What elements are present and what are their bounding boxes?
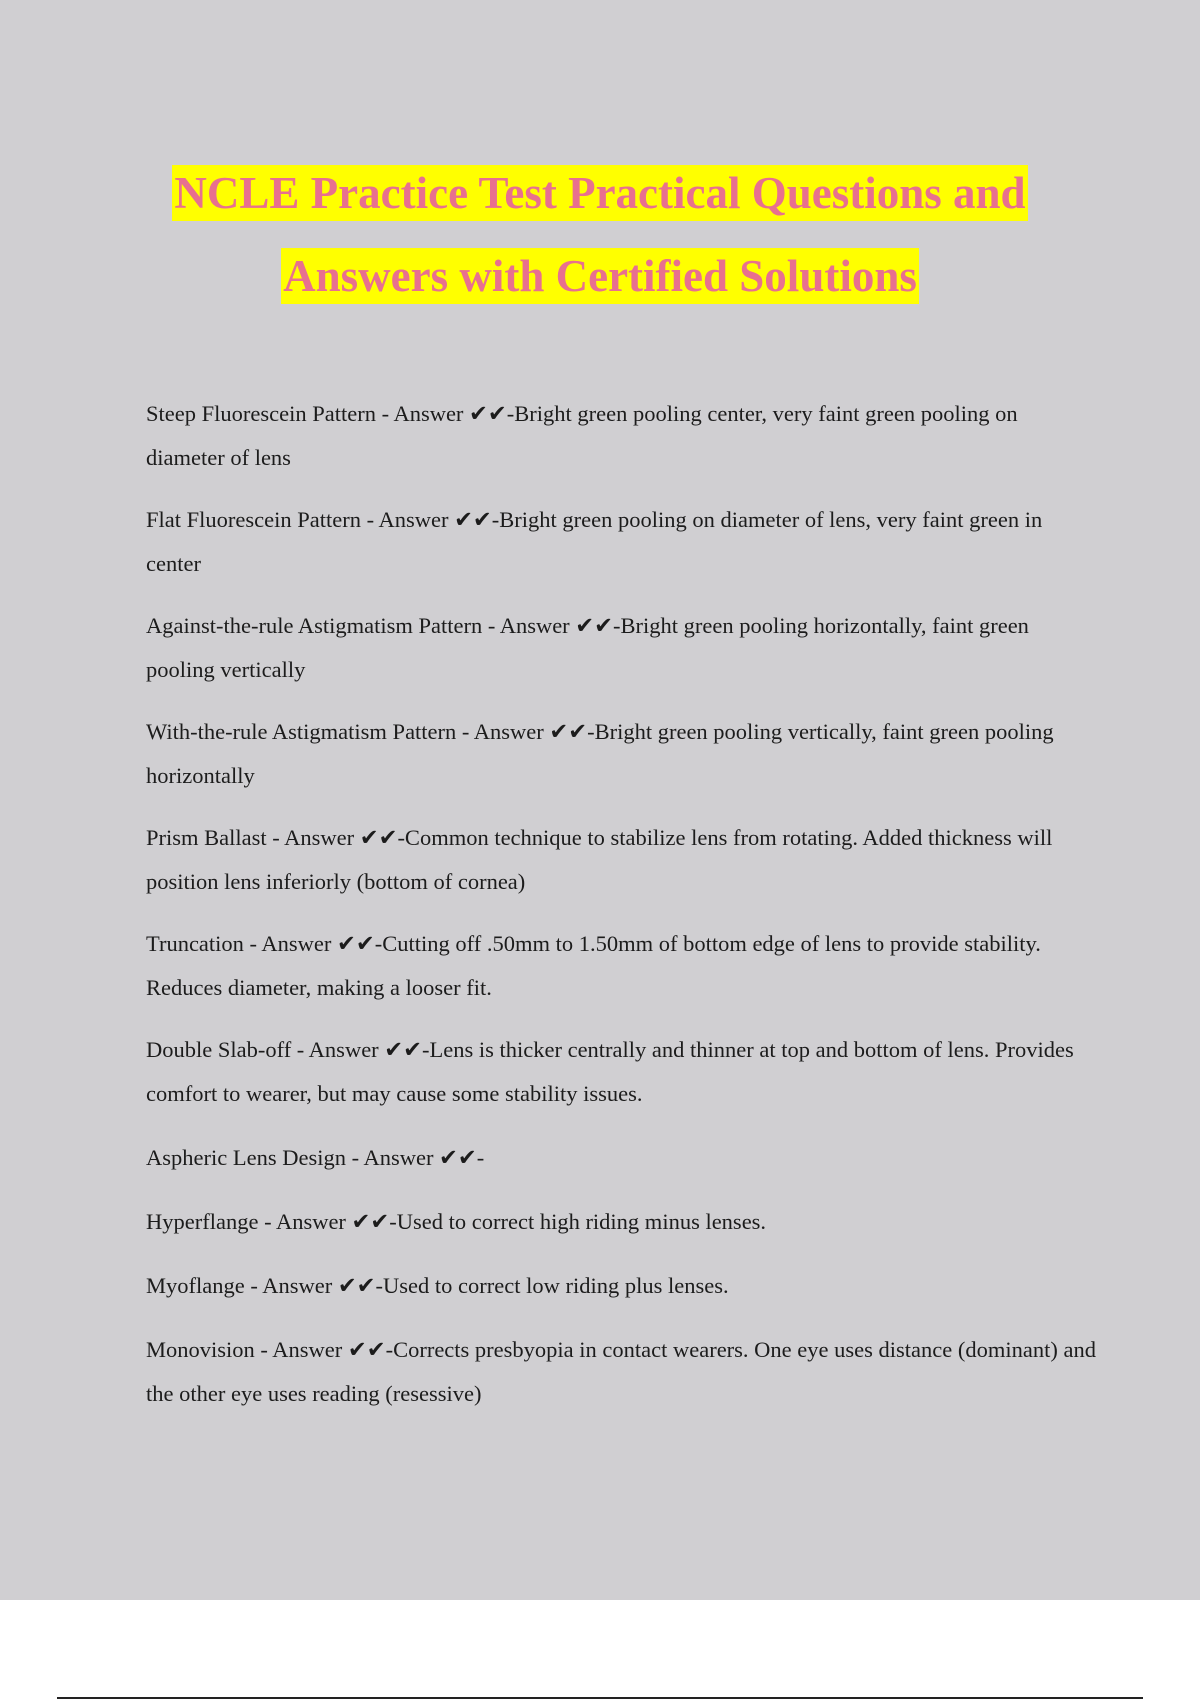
qa-item-with-the-rule: With-the-rule Astigmatism Pattern - Answer ✔✔-Bright green pooling vertically, faint green pooling horizontally <box>146 719 1054 788</box>
qa-item-double-slab-off: Double Slab-off - Answer ✔✔-Lens is thicker centrally and thinner at top and bottom of lens. Provides comfort to wearer, but may cause some stability issues. <box>146 1037 1074 1106</box>
title-line-2: Answers with Certified Solutions <box>281 248 919 304</box>
qa-item-truncation: Truncation - Answer ✔✔-Cutting off .50mm to 1.50mm of bottom edge of lens to provide stability. Reduces diameter, making a looser fit. <box>146 931 1041 1000</box>
qa-item-monovision: Monovision - Answer ✔✔-Corrects presbyopia in contact wearers. One eye uses distance (dominant) and the other eye uses reading (resessive) <box>146 1337 1096 1406</box>
document-title <box>0 165 1200 304</box>
qa-item-flat-fluorescein: Flat Fluorescein Pattern - Answer ✔✔-Bright green pooling on diameter of lens, very faint green in center <box>146 507 1043 576</box>
qa-item-hyperflange: Hyperflange - Answer ✔✔-Used to correct high riding minus lenses. <box>146 1209 767 1234</box>
qa-item-myoflange: Myoflange - Answer ✔✔-Used to correct low riding plus lenses. <box>146 1273 729 1298</box>
qa-item-steep-fluorescein: Steep Fluorescein Pattern - Answer ✔✔-Bright green pooling center, very faint green pooling on diameter of lens <box>146 401 1018 470</box>
qa-item-prism-ballast: Prism Ballast - Answer ✔✔-Common technique to stabilize lens from rotating. Added thickness will position lens inferiorly (bottom of cornea) <box>146 825 1053 894</box>
qa-list <box>146 392 1096 1416</box>
qa-item-against-the-rule: Against-the-rule Astigmatism Pattern - Answer ✔✔-Bright green pooling horizontally, faint green pooling vertically <box>146 613 1029 682</box>
title-line-1: NCLE Practice Test Practical Questions and <box>172 165 1027 221</box>
footer-divider <box>57 1697 1143 1699</box>
qa-item-aspheric-lens: Aspheric Lens Design - Answer ✔✔- <box>146 1145 485 1170</box>
